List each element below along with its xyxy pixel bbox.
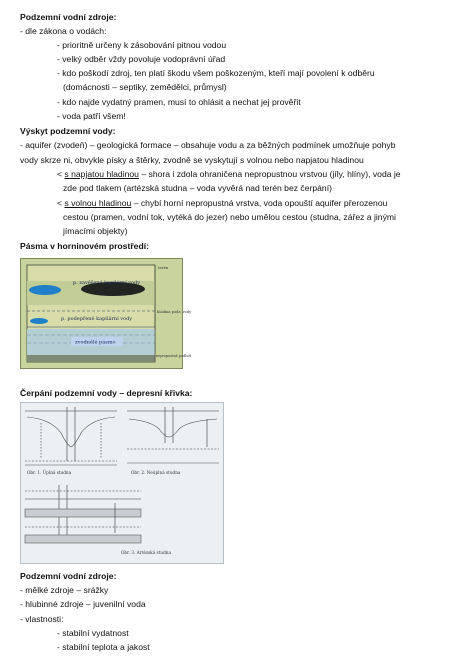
label-saturated-zone: zvodnělé pásmo: [75, 339, 116, 346]
section-title: Podzemní vodní zdroje:: [20, 571, 117, 581]
list-item: - kdo poškodí zdroj, ten platí škodu všem poškozeným, kteří mají povolení k odběru: [57, 68, 375, 78]
label-bedrock: nepropustné podloží: [156, 354, 192, 358]
caption-full-well: Obr. 1. Úplná studna: [27, 470, 72, 475]
caption-artesian-well: Obr. 3. Artézská studna: [121, 550, 171, 555]
property-item: - stabilní teplota a jakost: [57, 642, 150, 652]
groundwater-zones-figure: [20, 258, 192, 369]
well-drawdown-figure: [20, 402, 224, 564]
text-line: vody skrze ni, obvykle písky a štěrky, zvodně se vyskytují s volnou nebo napjatou hladinou: [20, 155, 364, 165]
text-line: - dle zákona o vodách:: [20, 26, 107, 36]
bullet-marker: <: [57, 169, 63, 179]
well-drawdown-diagram: [21, 403, 223, 563]
property-item: - stabilní vydatnost: [57, 628, 129, 638]
text-line: - aquifer (zvodeň) – geologická formace – obsahuje vodu a za běžných podmínek umožňuje pohyb: [20, 140, 396, 150]
list-item: - mělké zdroje – srážky: [20, 585, 109, 595]
bullet-text: – chybí horní nepropustná vrstva, voda opouští aquifer přerozenou: [131, 198, 388, 208]
list-item: - velký odběr vždy povoluje vodoprávní úřad: [57, 54, 226, 64]
label-water-level: hladina podz. vody: [157, 310, 192, 314]
sub-bullet: [57, 198, 387, 209]
section-title: Výskyt podzemní vody:: [20, 126, 116, 136]
bullet-text: – shora i zdola ohraničena nepropustnou vrstvou (jíly, hlíny), voda je: [138, 169, 401, 179]
list-item: - prioritně určeny k zásobování pitnou vodou: [57, 40, 227, 50]
sub-bullet-continuation: zde pod tlakem (artézská studna – voda vyvěrá nad terén bez čerpání): [63, 183, 332, 193]
caption-partial-well: Obr. 2. Neúplná studna: [131, 470, 181, 475]
sub-bullet: [57, 169, 401, 180]
perched-water-lens: [29, 285, 61, 295]
bullet-marker: <: [57, 198, 63, 208]
bullet-term: s volnou hladinou: [64, 198, 132, 208]
section-title: Čerpání podzemní vody – depresní křivka:: [20, 388, 193, 398]
list-item-continuation: (domácnosti – septiky, zemědělci, průmysl): [63, 82, 227, 92]
list-item: - voda patří všem!: [57, 111, 126, 121]
section-title: Podzemní vodní zdroje:: [20, 12, 117, 22]
list-item: - kdo najde vydatný pramen, musí to ohlásit a nechat jej prověřit: [57, 97, 301, 107]
sub-bullet-continuation: cestou (pramen, vodní tok, vytéká do jezer) nebo umělou cestou (studna, zářez a jinými: [63, 212, 396, 222]
list-item: - hlubinné zdroje – juvenilní voda: [20, 599, 146, 609]
label-supported-capillary: p. podepřené kapilární vody: [61, 316, 133, 322]
label-terrain: terén: [158, 265, 169, 270]
list-item: - vlastnosti:: [20, 614, 64, 624]
label-hanging-capillary: p. zavěšené kapilární vody: [73, 280, 141, 286]
section-title: Pásma v horninovém prostředí:: [20, 241, 149, 251]
groundwater-zones-diagram: [21, 259, 192, 368]
bullet-term: s napjatou hladinou: [64, 169, 139, 179]
sub-bullet-continuation: jímacími objekty): [63, 226, 128, 236]
